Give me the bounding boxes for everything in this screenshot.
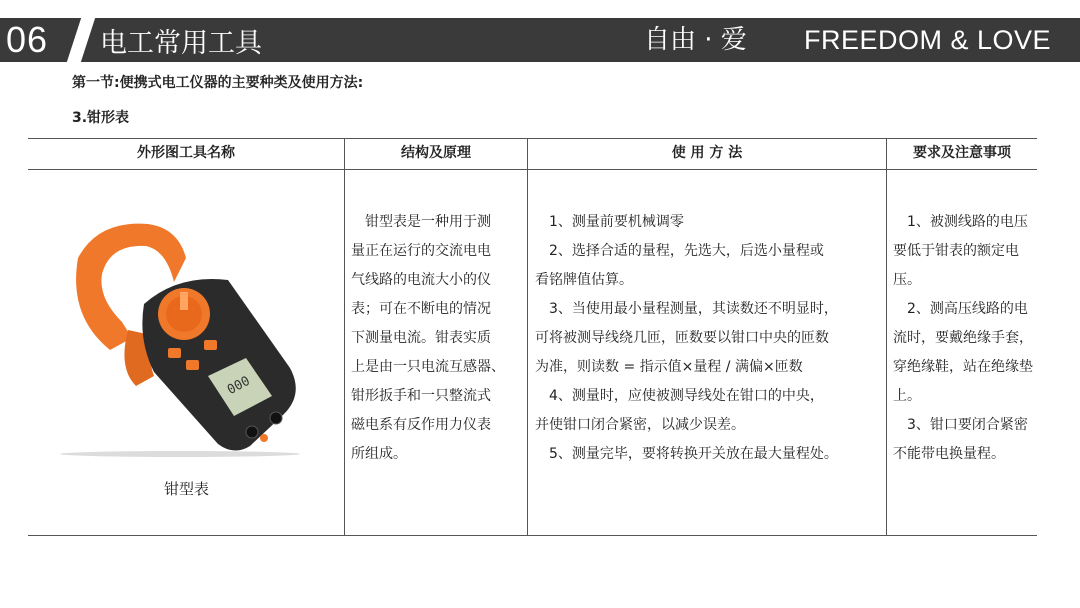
notes-line: 3、钳口要闭合紧密 [893,417,1028,433]
notes-line: 要低于钳表的额定电压。 [893,243,1019,288]
chapter-title: 电工常用工具 [100,28,262,59]
structure-text [351,208,523,469]
motto-en: FREEDOM & LOVE [804,25,1052,55]
structure-line: 量正在运行的交流电电 [351,243,491,259]
notes-line: 2、测高压线路的电 [893,301,1028,317]
column-divider [527,138,528,536]
usage-line: 5、测量完毕，要将转换开关放在最大量程处。 [535,446,838,462]
usage-line: 并使钳口闭合紧密，以减少误差。 [535,417,745,433]
column-divider [886,138,887,536]
structure-line: 下测量电流。钳表实质 [351,330,491,346]
column-divider [344,138,345,536]
usage-line: 1、测量前要机械调零 [535,214,684,230]
subsection-title: 3.钳形表 [72,110,130,126]
usage-line: 可将被测导线绕几匝，匝数要以钳口中央的匝数 [535,330,829,346]
structure-line: 表；可在不断电的情况 [351,301,491,317]
motto-cn: 自由 · 爱 [644,25,747,55]
notes-line: 穿绝缘鞋，站在绝缘垫 [893,359,1033,375]
usage-text [535,208,883,469]
notes-line: 不能带电换量程。 [893,446,1005,462]
clamp-meter-image [58,218,310,458]
structure-line: 气线路的电流大小的仪 [351,272,491,288]
structure-line: 钳型表是一种用于测 [351,214,491,230]
header-structure: 结构及原理 [401,145,471,161]
chapter-number: 06 [6,19,49,60]
structure-line: 钳形扳手和一只整流式 [351,388,491,404]
structure-line: 上是由一只电流互感器、 [351,359,505,375]
header-notes: 要求及注意事项 [913,145,1011,161]
usage-line: 3、当使用最小量程测量，其读数还不明显时， [535,301,838,317]
section-title: 第一节:便携式电工仪器的主要种类及使用方法: [72,75,364,91]
svg-text:000: 000 [224,373,253,399]
notes-text [893,208,1039,469]
notes-line: 流时，要戴绝缘手套， [893,330,1033,346]
structure-line: 磁电系有反作用力仪表 [351,417,491,433]
header-appearance-name: 外形图工具名称 [137,145,235,161]
usage-line: 为准，则读数 = 指示值×量程 / 满偏×匝数 [535,359,803,375]
usage-line: 2、选择合适的量程，先选大，后选小量程或 [535,243,824,259]
notes-line: 1、被测线路的电压 [893,214,1028,230]
notes-line: 上。 [893,388,921,404]
structure-line: 所组成。 [351,446,407,462]
usage-line: 4、测量时，应使被测导线处在钳口的中央， [535,388,824,404]
usage-line: 看铭牌值估算。 [535,272,633,288]
header-usage: 使 用 方 法 [671,145,743,161]
tool-name-caption: 钳型表 [163,480,209,498]
